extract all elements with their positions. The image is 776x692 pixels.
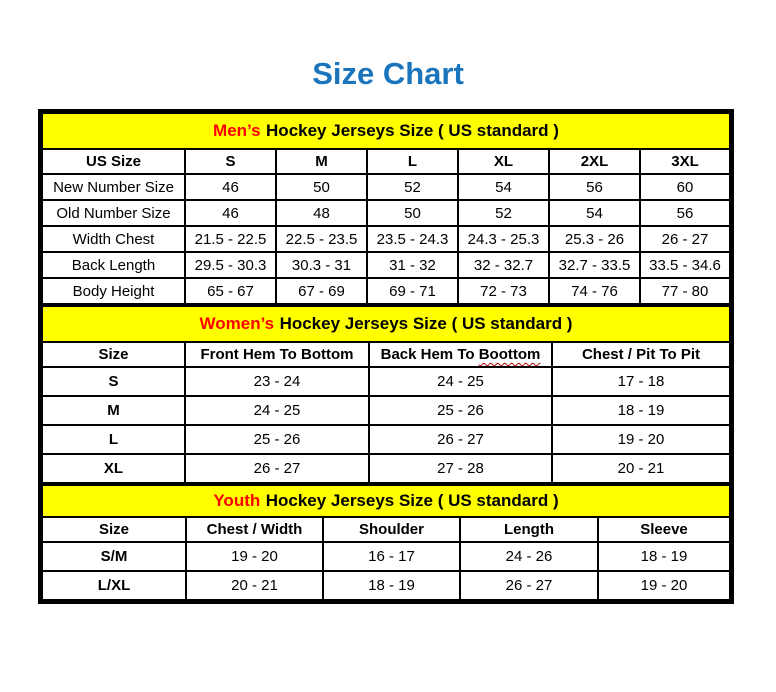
cell: 33.5 - 34.6 [640, 252, 730, 278]
cell: 52 [458, 200, 549, 226]
cell: 50 [276, 174, 367, 200]
cell: 26 - 27 [460, 571, 598, 600]
table-row [42, 571, 730, 600]
cell: 19 - 20 [598, 571, 730, 600]
cell: 26 - 27 [640, 226, 730, 252]
cell: 24 - 26 [460, 542, 598, 571]
womens-section-header [42, 306, 730, 342]
cell: 67 - 69 [276, 278, 367, 304]
row-label: New Number Size [42, 174, 185, 200]
cell: 19 - 20 [186, 542, 323, 571]
mens-section-highlight: Men’s [213, 121, 261, 140]
back-hem-prefix: Back Hem To [380, 346, 475, 363]
youth-size-table [41, 484, 731, 601]
womens-band-row [42, 306, 730, 342]
column-header: Front Hem To Bottom [185, 342, 369, 367]
row-label: XL [42, 454, 185, 483]
row-label: Back Length [42, 252, 185, 278]
cell: 25.3 - 26 [549, 226, 640, 252]
cell: 72 - 73 [458, 278, 549, 304]
cell: 52 [367, 174, 458, 200]
column-header: Size [42, 342, 185, 367]
cell: 21.5 - 22.5 [185, 226, 276, 252]
mens-section-header [42, 113, 730, 149]
back-hem-misspelled-word: Boottom [478, 346, 541, 363]
cell: 48 [276, 200, 367, 226]
column-header: M [276, 149, 367, 174]
page-title: Size Chart [312, 56, 464, 91]
column-header: Length [460, 517, 598, 542]
table-row [42, 174, 730, 200]
row-label: S/M [42, 542, 186, 571]
cell: 23 - 24 [185, 367, 369, 396]
column-header: US Size [42, 149, 185, 174]
youth-band-row [42, 485, 730, 517]
cell: 23.5 - 24.3 [367, 226, 458, 252]
cell: 17 - 18 [552, 367, 730, 396]
table-row [42, 425, 730, 454]
table-row [42, 542, 730, 571]
cell: 60 [640, 174, 730, 200]
column-header: Chest / Pit To Pit [552, 342, 730, 367]
size-chart-tables [38, 109, 734, 604]
youth-header-row [42, 517, 730, 542]
row-label: S [42, 367, 185, 396]
column-header: 3XL [640, 149, 730, 174]
row-label: L [42, 425, 185, 454]
cell: 46 [185, 200, 276, 226]
cell: 25 - 26 [185, 425, 369, 454]
cell: 24.3 - 25.3 [458, 226, 549, 252]
womens-size-table [41, 305, 731, 484]
cell: 56 [640, 200, 730, 226]
table-row [42, 454, 730, 483]
cell: 22.5 - 23.5 [276, 226, 367, 252]
column-header: S [185, 149, 276, 174]
womens-header-row [42, 342, 730, 367]
table-row [42, 226, 730, 252]
column-header: 2XL [549, 149, 640, 174]
cell: 20 - 21 [552, 454, 730, 483]
youth-section-highlight: Youth [213, 491, 261, 510]
row-label: Width Chest [42, 226, 185, 252]
cell: 18 - 19 [323, 571, 460, 600]
cell: 56 [549, 174, 640, 200]
mens-header-row [42, 149, 730, 174]
cell: 54 [458, 174, 549, 200]
mens-band-row [42, 113, 730, 149]
cell: 26 - 27 [185, 454, 369, 483]
cell: 29.5 - 30.3 [185, 252, 276, 278]
table-row [42, 200, 730, 226]
cell: 46 [185, 174, 276, 200]
column-header: Sleeve [598, 517, 730, 542]
cell: 32.7 - 33.5 [549, 252, 640, 278]
row-label: Body Height [42, 278, 185, 304]
womens-section-title: Hockey Jerseys Size ( US standard ) [279, 314, 573, 333]
cell: 16 - 17 [323, 542, 460, 571]
cell: 32 - 32.7 [458, 252, 549, 278]
cell: 69 - 71 [367, 278, 458, 304]
cell: 24 - 25 [185, 396, 369, 425]
cell: 74 - 76 [549, 278, 640, 304]
column-header: XL [458, 149, 549, 174]
cell: 19 - 20 [552, 425, 730, 454]
size-chart-page [0, 56, 776, 604]
cell: 50 [367, 200, 458, 226]
column-header-misspelled [369, 342, 552, 367]
cell: 25 - 26 [369, 396, 552, 425]
womens-section-highlight: Women’s [199, 314, 275, 333]
cell: 27 - 28 [369, 454, 552, 483]
cell: 20 - 21 [186, 571, 323, 600]
row-label: M [42, 396, 185, 425]
cell: 18 - 19 [552, 396, 730, 425]
table-row [42, 396, 730, 425]
cell: 24 - 25 [369, 367, 552, 396]
table-row [42, 278, 730, 304]
cell: 54 [549, 200, 640, 226]
column-header: Shoulder [323, 517, 460, 542]
cell: 26 - 27 [369, 425, 552, 454]
youth-section-header [42, 485, 730, 517]
cell: 31 - 32 [367, 252, 458, 278]
row-label: Old Number Size [42, 200, 185, 226]
mens-section-title: Hockey Jerseys Size ( US standard ) [266, 121, 559, 140]
cell: 65 - 67 [185, 278, 276, 304]
cell: 30.3 - 31 [276, 252, 367, 278]
cell: 18 - 19 [598, 542, 730, 571]
table-row [42, 367, 730, 396]
mens-size-table [41, 112, 731, 305]
cell: 77 - 80 [640, 278, 730, 304]
column-header: L [367, 149, 458, 174]
row-label: L/XL [42, 571, 186, 600]
table-row [42, 252, 730, 278]
youth-section-title: Hockey Jerseys Size ( US standard ) [265, 491, 559, 510]
column-header: Chest / Width [186, 517, 323, 542]
column-header: Size [42, 517, 186, 542]
